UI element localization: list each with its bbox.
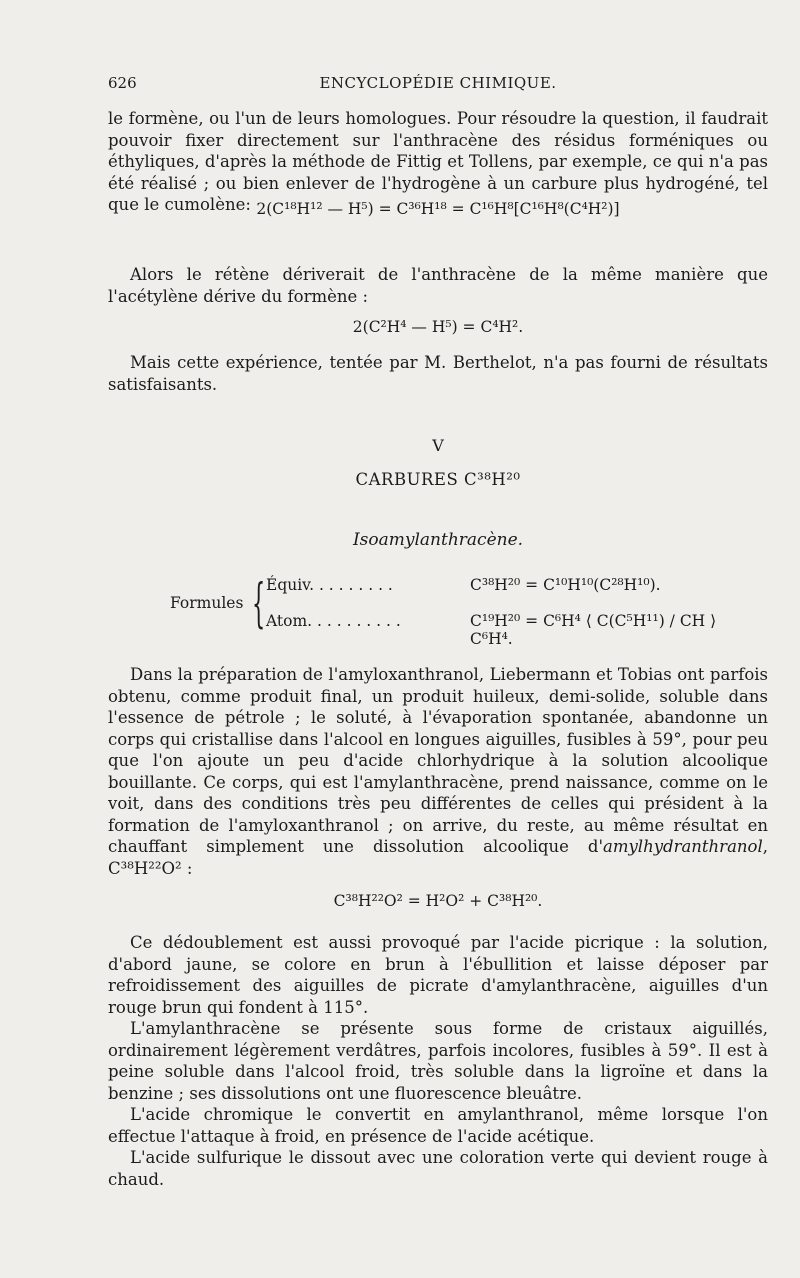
brace-glyph: { (252, 574, 266, 634)
paragraph-6 (108, 1018, 768, 1104)
page-number: 626 (108, 74, 137, 92)
equiv-label: Équiv. . . . . . . . . (266, 576, 393, 594)
paragraph-body: Dans la préparation de l'amyloxanthranol, Liebermann et Tobias ont parfois obtenu, comme produit final, un produit huileux, demi-solide, soluble dans l'essence de pétrole ; le soluté, à l'évaporation spontanée, abandonne un corps qui cristallise dans l'alcool en longues aiguilles, fusibles à 59°, pour peu que l'on ajoute un peu d'acide chlorhydrique à la solution alcoolique bouillante. Ce corps, qui est l'amylanthracène, prend naissance, comme on le voit, dans des conditions très peu différentes de celles qui président à la formation de l'amyloxanthranol ; on arrive, du reste, au même résultat en chauffant simplement une dissolution alcoolique d' (108, 665, 768, 856)
paragraph-text: Mais cette expérience, tentée par M. Berthelot, n'a pas fourni de résultats satisfaisants. (108, 353, 768, 394)
section-title: CARBURES C³⁸H²⁰ (355, 470, 521, 489)
compound-name: amylhydranthranol (602, 837, 763, 856)
atom-formula: C¹⁹H²⁰ = C⁶H⁴ ⟨ C(C⁵H¹¹) / CH ⟩ C⁶H⁴. (470, 612, 717, 648)
atom-label: Atom. . . . . . . . . . (266, 612, 401, 630)
paragraph-tail: , C³⁸H²²O² : (108, 837, 768, 878)
paragraph-text: L'acide sulfurique le dissout avec une coloration verte qui devient rouge à chaud. (108, 1148, 768, 1189)
paragraph-text: le formène, ou l'un de leurs homologues. Pour résoudre la question, il faudrait pouvoir fixer directement sur l'anthracène des résidus forméniques ou éthyliques, d'après la méthode de Fittig et Tollens, par exemple, ce qui n'a pas été réalisé ; ou bien enlever de l'hydrogène à un carbure plus hydrogéné, tel que le cumolène: (108, 109, 768, 214)
formules-block (170, 572, 750, 648)
section-subtitle: Isoamylanthracène. (352, 530, 524, 550)
paragraph-text: L'amylanthracène se présente sous forme de cristaux aiguillés, ordinairement légèrement verdâtres, parfois incolores, fusibles à 59°. Il est à peine soluble dans l'alcool froid, très soluble dans la ligroïne et dans la benzine ; ses dissolutions ont une fluorescence bleuâtre. (108, 1019, 768, 1103)
page-header (108, 74, 768, 96)
section-numeral: V (432, 436, 444, 455)
running-title: ENCYCLOPÉDIE CHIMIQUE. (319, 74, 557, 92)
formula-acetylene: 2(C²H⁴ — H⁵) = C⁴H². (352, 318, 524, 336)
paragraph-5 (108, 932, 768, 1018)
paragraph-text: Ce dédoublement est aussi provoqué par l'acide picrique : la solution, d'abord jaune, se colore en brun à l'ébullition et laisse déposer par refroidissement des aiguilles de picrate d'amylanthracène, aiguilles d'un rouge brun qui fondent à 115°. (108, 933, 768, 1017)
paragraph-4 (108, 664, 768, 879)
paragraph-3 (108, 352, 768, 395)
equiv-formula: C³⁸H²⁰ = C¹⁰H¹⁰(C²⁸H¹⁰). (470, 576, 661, 594)
paragraph-text (108, 664, 768, 879)
paragraph-8 (108, 1147, 768, 1190)
paragraph-text: Alors le rétène dériverait de l'anthracène de la même manière que l'acétylène dérive du formène : (108, 265, 768, 306)
formules-label: Formules (170, 594, 244, 612)
paragraph-7 (108, 1104, 768, 1147)
paragraph-2 (108, 264, 768, 307)
formula-cumolene: 2(C¹⁸H¹² — H⁵) = C³⁶H¹⁸ = C¹⁶H⁸[C¹⁶H⁸(C⁴H²)] (256, 200, 620, 218)
paragraph-text: L'acide chromique le convertit en amylanthranol, même lorsque l'on effectue l'attaque à froid, en présence de l'acide acétique. (108, 1105, 768, 1146)
formula-dedoublement: C³⁸H²²O² = H²O² + C³⁸H²⁰. (333, 892, 543, 910)
